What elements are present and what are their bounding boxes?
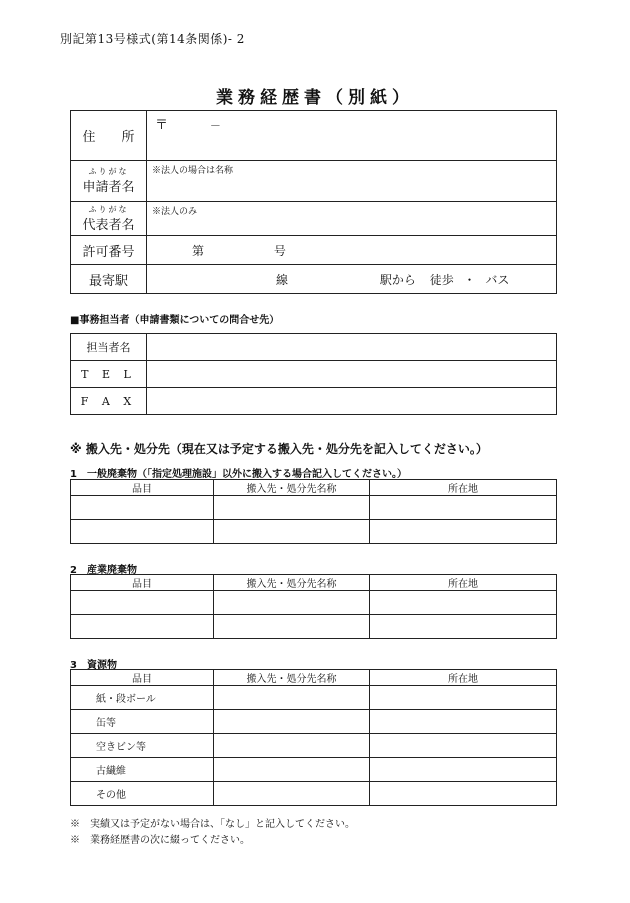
permit-dai: 第 bbox=[192, 243, 205, 258]
general-waste-table bbox=[70, 479, 557, 544]
tel-field[interactable] bbox=[147, 361, 557, 388]
representative-label bbox=[71, 202, 147, 236]
item-cell[interactable] bbox=[71, 615, 214, 639]
permit-go: 号 bbox=[273, 243, 286, 258]
applicant-table bbox=[70, 110, 557, 294]
table-row bbox=[71, 520, 557, 544]
rep-note: ※法人のみ bbox=[152, 207, 198, 217]
footer-note-1: ※ 実績又は予定がない場合は、「なし」と記入してください。 bbox=[70, 819, 355, 830]
table-row bbox=[71, 591, 557, 615]
station-label: 最寄駅 bbox=[71, 265, 147, 294]
rep-ruby: ふりがな bbox=[88, 204, 129, 214]
location-cell[interactable] bbox=[370, 734, 557, 758]
resource-item-paper: 紙・段ボール bbox=[71, 686, 214, 710]
table-row bbox=[71, 782, 557, 806]
location-cell[interactable] bbox=[370, 686, 557, 710]
form-id: 別記第13号様式(第14条関係)- 2 bbox=[60, 32, 245, 46]
station-line: 線 bbox=[276, 272, 289, 287]
general-waste-heading: 1 一般廃棄物（「指定処理施設」以外に搬入する場合記入してください。） bbox=[70, 469, 407, 480]
item-cell[interactable] bbox=[71, 591, 214, 615]
contact-person-label: 担当者名 bbox=[71, 334, 147, 361]
location-cell[interactable] bbox=[370, 591, 557, 615]
item-cell[interactable] bbox=[71, 520, 214, 544]
rep-label-text: 代表者名 bbox=[82, 217, 135, 233]
table-row bbox=[71, 615, 557, 639]
table-row bbox=[71, 734, 557, 758]
resource-item-cans: 缶等 bbox=[71, 710, 214, 734]
fax-field[interactable] bbox=[147, 388, 557, 415]
col-location-header: 所在地 bbox=[370, 670, 557, 686]
permit-field[interactable] bbox=[147, 236, 557, 265]
destination-cell[interactable] bbox=[214, 496, 370, 520]
destination-cell[interactable] bbox=[214, 520, 370, 544]
resource-item-bottles: 空きビン等 bbox=[71, 734, 214, 758]
page-title: 業務経歴書（別紙） bbox=[216, 88, 414, 108]
applicant-name-label bbox=[71, 161, 147, 202]
contact-table bbox=[70, 333, 557, 415]
col-item-header: 品目 bbox=[71, 575, 214, 591]
location-cell[interactable] bbox=[370, 758, 557, 782]
contact-heading: ■事務担当者（申請書類についての問合せ先） bbox=[70, 315, 280, 326]
station-from: 駅から bbox=[379, 272, 416, 287]
permit-label: 許可番号 bbox=[71, 236, 147, 265]
table-row bbox=[71, 496, 557, 520]
location-cell[interactable] bbox=[370, 782, 557, 806]
destination-cell[interactable] bbox=[214, 758, 370, 782]
destination-cell[interactable] bbox=[214, 710, 370, 734]
destinations-heading: ※ 搬入先・処分先（現在又は予定する搬入先・処分先を記入してください。） bbox=[70, 442, 488, 456]
applicant-name-field[interactable] bbox=[147, 161, 557, 202]
tel-label: T E L bbox=[71, 361, 147, 388]
destination-cell[interactable] bbox=[214, 591, 370, 615]
table-row bbox=[71, 758, 557, 782]
location-cell[interactable] bbox=[370, 615, 557, 639]
resource-item-textiles: 古繊維 bbox=[71, 758, 214, 782]
col-destination-header: 搬入先・処分先名称 bbox=[214, 480, 370, 496]
station-walk: 徒歩 bbox=[429, 272, 454, 287]
applicant-label-text: 申請者名 bbox=[82, 180, 135, 195]
fax-label: F A X bbox=[71, 388, 147, 415]
applicant-ruby: ふりがな bbox=[88, 167, 129, 176]
industrial-waste-table bbox=[70, 574, 557, 639]
applicant-note: ※法人の場合は名称 bbox=[152, 166, 234, 176]
address-field[interactable] bbox=[147, 111, 557, 161]
resource-item-other: その他 bbox=[71, 782, 214, 806]
col-destination-header: 搬入先・処分先名称 bbox=[214, 670, 370, 686]
station-field[interactable] bbox=[147, 265, 557, 294]
location-cell[interactable] bbox=[370, 496, 557, 520]
station-dot: ・ bbox=[463, 272, 476, 287]
destination-cell[interactable] bbox=[214, 734, 370, 758]
location-cell[interactable] bbox=[370, 520, 557, 544]
address-label: 住 所 bbox=[71, 111, 147, 161]
industrial-waste-heading: 2 産業廃棄物 bbox=[70, 565, 137, 576]
col-item-header: 品目 bbox=[71, 480, 214, 496]
contact-person-field[interactable] bbox=[147, 334, 557, 361]
representative-field[interactable] bbox=[147, 202, 557, 236]
destination-cell[interactable] bbox=[214, 782, 370, 806]
table-row bbox=[71, 710, 557, 734]
col-location-header: 所在地 bbox=[370, 575, 557, 591]
resources-table bbox=[70, 669, 557, 806]
resources-heading: 3 資源物 bbox=[70, 660, 117, 671]
item-cell[interactable] bbox=[71, 496, 214, 520]
postal-dash: － bbox=[209, 119, 221, 132]
table-row bbox=[71, 686, 557, 710]
col-location-header: 所在地 bbox=[370, 480, 557, 496]
col-destination-header: 搬入先・処分先名称 bbox=[214, 575, 370, 591]
destination-cell[interactable] bbox=[214, 686, 370, 710]
destination-cell[interactable] bbox=[214, 615, 370, 639]
station-bus: バス bbox=[485, 272, 510, 287]
col-item-header: 品目 bbox=[71, 670, 214, 686]
location-cell[interactable] bbox=[370, 710, 557, 734]
postal-mark: 〒 bbox=[155, 118, 169, 133]
footer-note-2: ※ 業務経歴書の次に綴ってください。 bbox=[70, 835, 250, 846]
